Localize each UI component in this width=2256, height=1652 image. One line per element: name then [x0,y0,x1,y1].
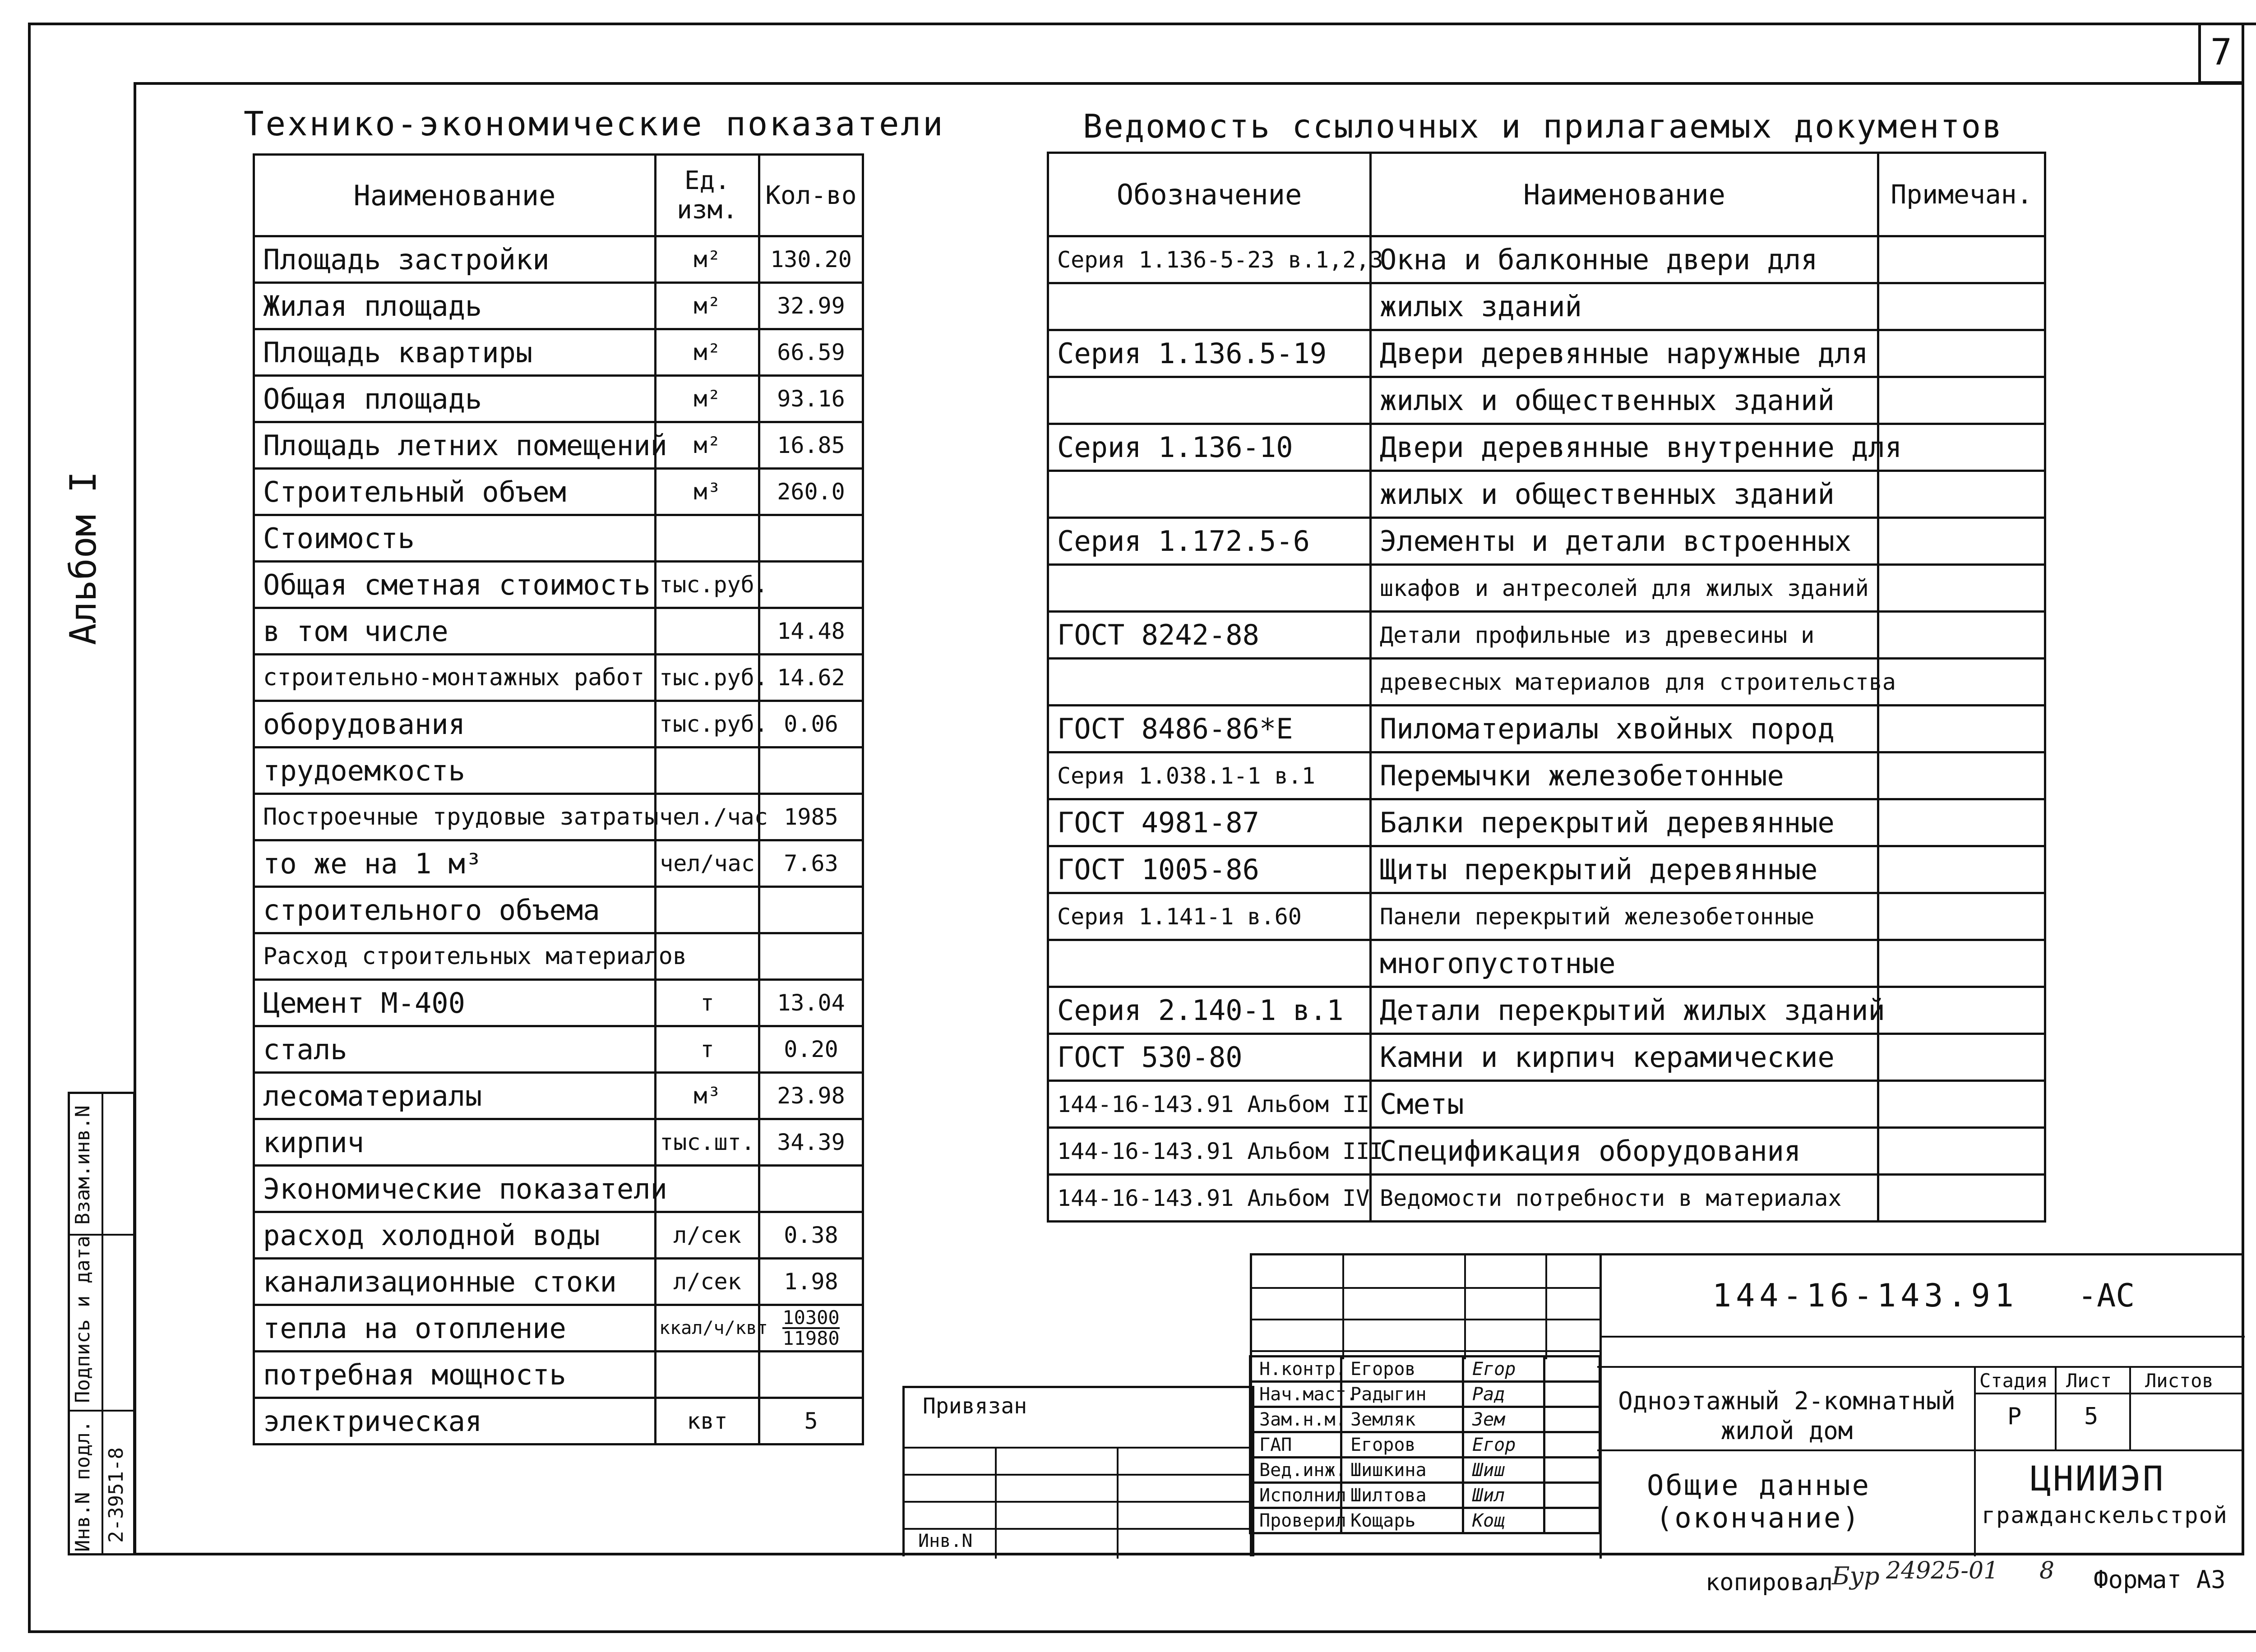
tep-row [254,840,863,887]
refdocs-code: ГОСТ 530-80 [1048,1034,1371,1081]
refdocs-code [1048,659,1371,706]
tb-stage-value: Р [2007,1403,2022,1430]
refdocs-row [1048,893,2045,940]
tep-name: Расход строительных материалов [254,933,656,980]
tb-sheet-label: Лист [2066,1370,2112,1392]
tep-row [254,748,863,794]
tep-qty-fraction [759,1305,863,1352]
privyazan-line-1 [905,1447,1254,1449]
tep-qty: 260.0 [759,469,863,515]
tep-unit [656,1166,759,1212]
tb-person-role: ГАП [1250,1432,1341,1458]
refdocs-code [1048,471,1371,518]
refdocs-note [1878,940,2045,987]
tep-qty [759,562,863,608]
side-stamp-vzam-inv: Взам.инв.N [71,1105,94,1225]
refdocs-row [1048,1128,2045,1175]
tb-sheet-title-1: Общие данные [1647,1469,1871,1502]
refdocs-code [1048,377,1371,424]
refdocs-name: Ведомости потребности в материалах [1371,1175,1878,1222]
tb-person-row [1250,1508,1600,1533]
refdocs-name: жилых и общественных зданий [1371,471,1878,518]
tb-person-date [1544,1483,1600,1508]
tb-person-date [1544,1407,1600,1432]
refdocs-row [1048,1081,2045,1128]
tb-stage-v1 [2055,1368,2057,1449]
refdocs-row [1048,940,2045,987]
side-stamp-divider-h2 [70,1410,133,1412]
refdocs-row [1048,706,2045,752]
tb-sheets-label: Листов [2145,1370,2214,1392]
tep-unit: м² [656,376,759,422]
refdocs-note [1878,799,2045,846]
refdocs-note [1878,236,2045,283]
refdocs-note [1878,1081,2045,1128]
footer-format: Формат А3 [2094,1565,2226,1594]
privyazan-vline-2 [1117,1447,1119,1559]
tep-qty-frac [782,1308,839,1348]
tb-person-name: Кощарь [1341,1508,1463,1533]
refdocs-name: древесных материалов для строительства [1371,659,1878,706]
refdocs-row [1048,518,2045,565]
tep-unit: тыс.руб. [656,655,759,701]
refdocs-code: Серия 1.141-1 в.60 [1048,893,1371,940]
tep-name: строительно-монтажных работ [254,655,656,701]
footer-copied-sig: Бур [1832,1562,1880,1590]
tep-qty: 16.85 [759,422,863,469]
tb-person-signature: Рад [1463,1382,1544,1407]
tep-name: Общая площадь [254,376,656,422]
tep-unit: м² [656,329,759,376]
refdocs-note [1878,1128,2045,1175]
tep-name: трудоемкость [254,748,656,794]
tep-name: оборудования [254,701,656,748]
refdocs-code: 144-16-143.91 Альбом II [1048,1081,1371,1128]
refdocs-row [1048,377,2045,424]
tb-stage-grid [1976,1368,2242,1449]
tb-person-signature: Шиш [1463,1458,1544,1483]
tep-row [254,376,863,422]
tb-person-role: Нач.маст. [1250,1382,1341,1407]
refdocs-row [1048,1175,2045,1222]
tb-person-name: Егоров [1341,1357,1463,1382]
tb-person-role: Вед.инж. [1250,1458,1341,1483]
privyazan-inv-label: Инв.N [918,1531,973,1551]
tep-qty [759,515,863,562]
tep-row [254,1119,863,1166]
refdocs-name: Балки перекрытий деревянные [1371,799,1878,846]
tep-unit: т [656,980,759,1026]
refdocs-row [1048,330,2045,377]
tep-row [254,1073,863,1119]
refdocs-row [1048,283,2045,330]
side-stamp-inv-number: 2-3951-8 [105,1447,128,1543]
tb-right [1597,1334,2242,1556]
refdocs-code: ГОСТ 4981-87 [1048,799,1371,846]
tep-unit [656,748,759,794]
privyazan-vline-1 [995,1447,997,1559]
tep-qty: 130.20 [759,236,863,283]
tep-header-name: Наименование [254,155,656,236]
tb-doc-code: 144-16-143.91 [1712,1277,2018,1314]
refdocs-note [1878,1175,2045,1222]
refdocs-note [1878,518,2045,565]
tep-row [254,422,863,469]
refdocs-note [1878,1034,2045,1081]
tep-row [254,283,863,329]
privyazan-line-2 [905,1474,1254,1476]
footer-order-sheet: 8 [2039,1557,2055,1584]
tep-unit: квт [656,1398,759,1444]
refdocs-code: Серия 1.136-5-23 в.1,2,3 [1048,236,1371,283]
refdocs-name: Спецификация оборудования [1371,1128,1878,1175]
tep-name: Цемент М-400 [254,980,656,1026]
tep-qty-top: 10300 [782,1306,840,1329]
refdocs-code: 144-16-143.91 Альбом III [1048,1128,1371,1175]
refdocs-header-name: Наименование [1371,153,1878,236]
privyazan-block [902,1386,1254,1556]
tb-vline-c [1545,1255,1547,1359]
tb-sheet-value: 5 [2084,1403,2099,1430]
refdocs-code: 144-16-143.91 Альбом IV [1048,1175,1371,1222]
side-stamp-podpis-data: Подпись и дата [71,1236,94,1403]
tb-empty-row-1 [1252,1287,1600,1289]
tep-name: электрическая [254,1398,656,1444]
tep-unit: м³ [656,469,759,515]
tb-person-row [1250,1407,1600,1432]
tep-qty: 1985 [759,794,863,840]
refdocs-row [1048,987,2045,1034]
corner-number-box [2198,23,2244,84]
side-stamp-inv-podl: Инв.N подл. [71,1420,94,1552]
refdocs-note [1878,471,2045,518]
tep-row [254,608,863,655]
privyazan-label: Привязан [923,1394,1027,1419]
tep-unit: ккал/ч/квт [656,1305,759,1352]
tep-qty: 14.48 [759,608,863,655]
tep-name: расход холодной воды [254,1212,656,1259]
tb-person-name: Егоров [1341,1432,1463,1458]
tep-unit: л/сек [656,1212,759,1259]
tb-vline-a [1342,1255,1344,1359]
tb-person-name: Земляк [1341,1407,1463,1432]
tep-qty: 0.20 [759,1026,863,1073]
tep-unit: тыс.руб. [656,701,759,748]
tep-qty: 5 [759,1398,863,1444]
tep-name: строительного объема [254,887,656,933]
tep-unit [656,608,759,655]
tep-header-row [254,155,863,236]
tb-person-role: Зам.н.м. [1250,1407,1341,1432]
tb-person-date [1544,1458,1600,1483]
tep-name: Построечные трудовые затраты [254,794,656,840]
tep-qty: 34.39 [759,1119,863,1166]
refdocs-code: ГОСТ 8486-86*Е [1048,706,1371,752]
tep-row [254,1026,863,1073]
tep-unit [656,887,759,933]
refdocs-header-code: Обозначение [1048,153,1371,236]
refdocs-name: шкафов и антресолей для жилых зданий [1371,565,1878,612]
tep-unit: м² [656,236,759,283]
refdocs-name: Двери деревянные наружные для [1371,330,1878,377]
tep-unit: чел./час [656,794,759,840]
tep-unit: м² [656,422,759,469]
refdocs-header-note: Примечан. [1878,153,2045,236]
tep-name: Строительный объем [254,469,656,515]
tep-row [254,1398,863,1444]
tb-person-date [1544,1357,1600,1382]
tep-unit: чел/час [656,840,759,887]
refdocs-name: многопустотные [1371,940,1878,987]
tep-qty: 0.06 [759,701,863,748]
refdocs-table [1047,152,2046,1223]
tb-object-name: Одноэтажный 2-комнатный жилой дом [1618,1387,1956,1445]
tb-person-date [1544,1432,1600,1458]
tep-row [254,1352,863,1398]
refdocs-code: Серия 1.172.5-6 [1048,518,1371,565]
refdocs-name: Детали перекрытий жилых зданий [1371,987,1878,1034]
tep-name: канализационные стоки [254,1259,656,1305]
footer-copied: копировал [1706,1569,1833,1596]
refdocs-code: Серия 1.038.1-1 в.1 [1048,752,1371,799]
tb-person-role: Проверил [1250,1508,1341,1533]
refdocs-row [1048,612,2045,659]
refdocs-name: Щиты перекрытий деревянные [1371,846,1878,893]
refdocs-name: Сметы [1371,1081,1878,1128]
tb-person-role: Исполнил [1250,1483,1341,1508]
refdocs-code: ГОСТ 8242-88 [1048,612,1371,659]
refdocs-row [1048,752,2045,799]
tep-unit: тыс.шт. [656,1119,759,1166]
tep-table [253,153,864,1445]
tep-qty-bottom: 11980 [782,1327,840,1349]
tb-person-role: Н.контр. [1250,1357,1341,1382]
refdocs-row [1048,471,2045,518]
tep-qty [759,933,863,980]
refdocs-code: Серия 2.140-1 в.1 [1048,987,1371,1034]
refdocs-row [1048,236,2045,283]
tep-name: сталь [254,1026,656,1073]
tep-name: лесоматериалы [254,1073,656,1119]
privyazan-line-3 [905,1501,1254,1503]
refdocs-note [1878,893,2045,940]
tep-qty: 93.16 [759,376,863,422]
tb-right-mid-line [1597,1449,2242,1451]
tb-person-row [1250,1382,1600,1407]
tb-person-signature: Егор [1463,1432,1544,1458]
tep-row [254,562,863,608]
refdocs-name: Элементы и детали встроенных [1371,518,1878,565]
tep-name: Жилая площадь [254,283,656,329]
refdocs-note [1878,330,2045,377]
tb-empty-row-3 [1252,1350,1600,1352]
refdocs-row [1048,799,2045,846]
refdocs-name: жилых и общественных зданий [1371,377,1878,424]
refdocs-row [1048,659,2045,706]
tb-person-date [1544,1382,1600,1407]
tep-unit [656,1352,759,1398]
tep-row [254,1305,863,1352]
tep-header-unit [656,155,759,236]
refdocs-note [1878,377,2045,424]
refdocs-name: Двери деревянные внутренние для [1371,424,1878,471]
refdocs-note [1878,612,2045,659]
tep-unit: л/сек [656,1259,759,1305]
footer-order-number: 24925-01 [1886,1557,1999,1584]
tb-person-row [1250,1483,1600,1508]
refdocs-row [1048,424,2045,471]
tb-person-row [1250,1432,1600,1458]
tep-qty: 7.63 [759,840,863,887]
tep-qty: 14.62 [759,655,863,701]
privyazan-line-4 [905,1528,1254,1530]
tep-name: в том числе [254,608,656,655]
refdocs-name: Окна и балконные двери для [1371,236,1878,283]
tep-name: Стоимость [254,515,656,562]
tep-name: Общая сметная стоимость [254,562,656,608]
refdocs-code [1048,283,1371,330]
tb-stage-line [1976,1393,2242,1394]
refdocs-note [1878,752,2045,799]
tb-person-signature: Шил [1463,1483,1544,1508]
tep-row [254,701,863,748]
tep-name: Площадь летних помещений [254,422,656,469]
refdocs-title: Ведомость ссылочных и прилагаемых документов [1083,107,2003,145]
tb-person-row [1250,1357,1600,1382]
album-label: Альбом I [62,471,104,645]
refdocs-note [1878,706,2045,752]
tep-name: то же на 1 м³ [254,840,656,887]
tep-row [254,329,863,376]
tep-name: Площадь квартиры [254,329,656,376]
tep-unit [656,515,759,562]
tep-row [254,469,863,515]
refdocs-code [1048,565,1371,612]
refdocs-name: Детали профильные из древесины и [1371,612,1878,659]
tep-qty: 23.98 [759,1073,863,1119]
tep-name: тепла на отопление [254,1305,656,1352]
tep-qty: 0.38 [759,1212,863,1259]
tb-mark: -АС [2078,1277,2135,1314]
tb-stage-label: Стадия [1979,1370,2048,1392]
tep-qty: 13.04 [759,980,863,1026]
tep-row [254,655,863,701]
refdocs-row [1048,1034,2045,1081]
tb-person-name: Радыгин [1341,1382,1463,1407]
tep-row [254,933,863,980]
refdocs-name: Перемычки железобетонные [1371,752,1878,799]
tep-name: кирпич [254,1119,656,1166]
refdocs-code: ГОСТ 1005-86 [1048,846,1371,893]
refdocs-note [1878,846,2045,893]
refdocs-name: Камни и кирпич керамические [1371,1034,1878,1081]
tep-row [254,1259,863,1305]
tb-org-line2: гражданскельстрой [1982,1502,2228,1528]
tep-header-unit-text: Ед. изм. [677,166,738,225]
tb-person-signature: Кощ [1463,1508,1544,1533]
tep-qty [759,1166,863,1212]
tep-qty: 32.99 [759,283,863,329]
tb-person-signature: Егор [1463,1357,1544,1382]
tep-row [254,794,863,840]
tb-person-signature: Зем [1463,1407,1544,1432]
tb-person-name: Шишкина [1341,1458,1463,1483]
tb-empty-row-2 [1252,1319,1600,1320]
tep-row [254,236,863,283]
tep-qty: 1.98 [759,1259,863,1305]
tep-name: потребная мощность [254,1352,656,1398]
refdocs-row [1048,846,2045,893]
refdocs-code: Серия 1.136-10 [1048,424,1371,471]
tep-qty [759,1352,863,1398]
refdocs-note [1878,424,2045,471]
refdocs-note [1878,987,2045,1034]
tep-qty: 66.59 [759,329,863,376]
tep-qty [759,748,863,794]
tep-name: Площадь застройки [254,236,656,283]
tb-vline-b [1464,1255,1466,1359]
refdocs-note [1878,659,2045,706]
refdocs-name: Пиломатериалы хвойных пород [1371,706,1878,752]
refdocs-header-row [1048,153,2045,236]
tep-qty [759,887,863,933]
tep-row [254,1166,863,1212]
tb-person-date [1544,1508,1600,1533]
tep-title: Технико-экономические показатели [244,105,945,143]
tep-unit: м³ [656,1073,759,1119]
tep-header-qty: Кол-во [759,155,863,236]
tb-person-row [1250,1458,1600,1483]
tb-sheet-title-2: (окончание) [1656,1501,1861,1534]
refdocs-row [1048,565,2045,612]
tb-people-table [1249,1355,1601,1534]
refdocs-name: жилых зданий [1371,283,1878,330]
tep-row [254,980,863,1026]
corner-number: 7 [2210,31,2233,73]
tep-row [254,515,863,562]
tep-unit: м² [656,283,759,329]
tb-person-name: Шилтова [1341,1483,1463,1508]
refdocs-note [1878,565,2045,612]
tep-name: Экономические показатели [254,1166,656,1212]
side-stamp-divider [102,1094,103,1553]
tep-row [254,887,863,933]
tb-stage-v2 [2129,1368,2131,1449]
refdocs-code [1048,940,1371,987]
refdocs-code: Серия 1.136.5-19 [1048,330,1371,377]
refdocs-name: Панели перекрытий железобетонные [1371,893,1878,940]
refdocs-note [1878,283,2045,330]
tb-org-line1: ЦНИИЭП [2030,1458,2165,1499]
tep-unit: т [656,1026,759,1073]
tep-row [254,1212,863,1259]
tep-unit: тыс.руб. [656,562,759,608]
